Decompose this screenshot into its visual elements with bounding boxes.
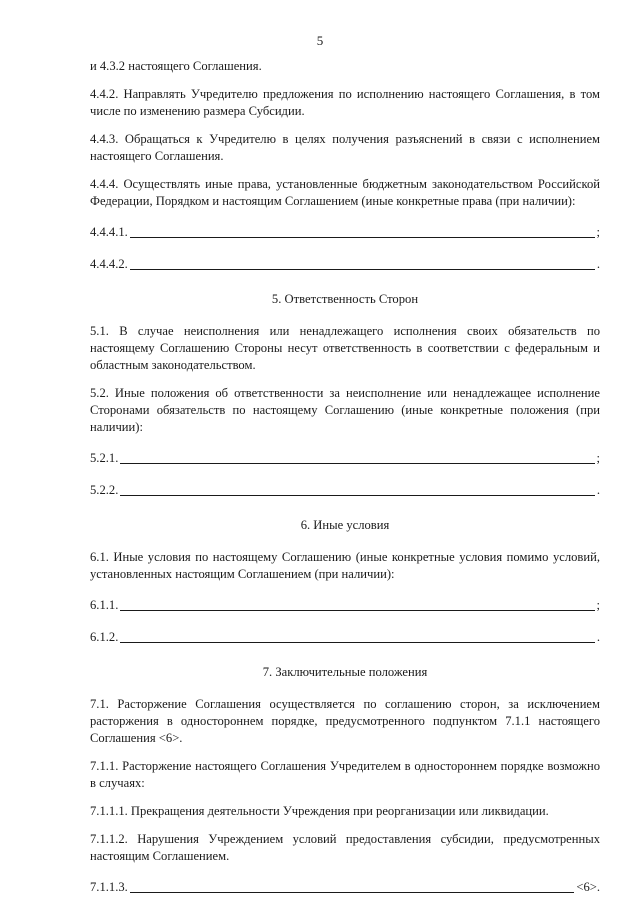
paragraph-6-1: 6.1. Иные условия по настоящему Соглашению (иные конкретные условия помимо условий, установленных настоящим Соглашением (при наличии): bbox=[90, 550, 600, 581]
fill-line-number: 6.1.1. bbox=[90, 598, 119, 612]
fill-line-ending: ; bbox=[596, 451, 600, 465]
fill-line-ending: <6>. bbox=[576, 880, 600, 894]
blank-underline bbox=[120, 610, 594, 611]
fill-line-ending: ; bbox=[596, 598, 600, 612]
paragraph-4-4-3: 4.4.3. Обращаться к Учредителю в целях получения разъяснений в связи с исполнением настоящего Соглашения. bbox=[90, 132, 600, 163]
fill-line-6-1-2 bbox=[90, 626, 600, 646]
fill-line-4-4-4-1 bbox=[90, 221, 600, 241]
fill-line-number: 6.1.2. bbox=[90, 630, 119, 644]
fill-line-5-2-2 bbox=[90, 479, 600, 499]
section-heading-6: 6. Иные условия bbox=[300, 518, 390, 532]
paragraph-5-2: 5.2. Иные положения об ответственности за неисполнение или ненадлежащее исполнение Сторонами обязательств по настоящему Соглашению (иные конкретные положения (при наличии): bbox=[90, 386, 600, 434]
blank-underline bbox=[120, 495, 595, 496]
paragraph-4-4-2: 4.4.2. Направлять Учредителю предложения по исполнению настоящего Соглашения, в том числе по изменению размера Субсидии. bbox=[90, 87, 600, 118]
fill-line-number: 5.2.1. bbox=[90, 451, 119, 465]
fill-line-number: 4.4.4.2. bbox=[90, 257, 128, 271]
blank-underline bbox=[130, 237, 595, 238]
section-heading-5: 5. Ответственность Сторон bbox=[271, 292, 419, 306]
paragraph-4-4-4: 4.4.4. Осуществлять иные права, установленные бюджетным законодательством Российской Федерации, Порядком и настоящим Соглашением (иные конкретные права (при наличии): bbox=[90, 177, 600, 208]
paragraph-7-1-1: 7.1.1. Расторжение настоящего Соглашения Учредителем в одностороннем порядке возможно в случаях: bbox=[90, 759, 600, 790]
fill-line-ending: . bbox=[596, 630, 600, 644]
section-heading-7: 7. Заключительные положения bbox=[262, 665, 428, 679]
fill-line-6-1-1 bbox=[90, 594, 600, 614]
blank-underline bbox=[130, 892, 575, 893]
fill-line-7-1-1-3 bbox=[90, 876, 600, 896]
blank-underline bbox=[120, 642, 595, 643]
paragraph-7-1-1-1: 7.1.1.1. Прекращения деятельности Учреждения при реорганизации или ликвидации. bbox=[90, 804, 549, 818]
blank-underline bbox=[130, 269, 595, 270]
paragraph-7-1-1-2: 7.1.1.2. Нарушения Учреждением условий предоставления субсидии, предусмотренных настоящим Соглашением. bbox=[90, 832, 600, 863]
fill-line-number: 5.2.2. bbox=[90, 483, 119, 497]
fill-line-number: 7.1.1.3. bbox=[90, 880, 128, 894]
fill-line-number: 4.4.4.1. bbox=[90, 225, 128, 239]
paragraph-7-1: 7.1. Расторжение Соглашения осуществляется по соглашению сторон, за исключением расторжения в одностороннем порядке, предусмотренного подпунктом 7.1.1 настоящего Соглашения <6>. bbox=[90, 697, 600, 745]
fill-line-ending: . bbox=[596, 483, 600, 497]
fill-line-4-4-4-2 bbox=[90, 253, 600, 273]
page-number: 5 bbox=[316, 33, 324, 48]
paragraph-5-1: 5.1. В случае неисполнения или ненадлежащего исполнения своих обязательств по настоящему Соглашению Стороны несут ответственность в соответствии с федеральным и областным законодательством. bbox=[90, 324, 600, 372]
fill-line-ending: ; bbox=[596, 225, 600, 239]
document-body bbox=[90, 58, 600, 908]
fill-line-5-2-1 bbox=[90, 447, 600, 467]
blank-underline bbox=[120, 463, 594, 464]
paragraph-continuation: и 4.3.2 настоящего Соглашения. bbox=[90, 59, 262, 73]
fill-line-ending: . bbox=[596, 257, 600, 271]
